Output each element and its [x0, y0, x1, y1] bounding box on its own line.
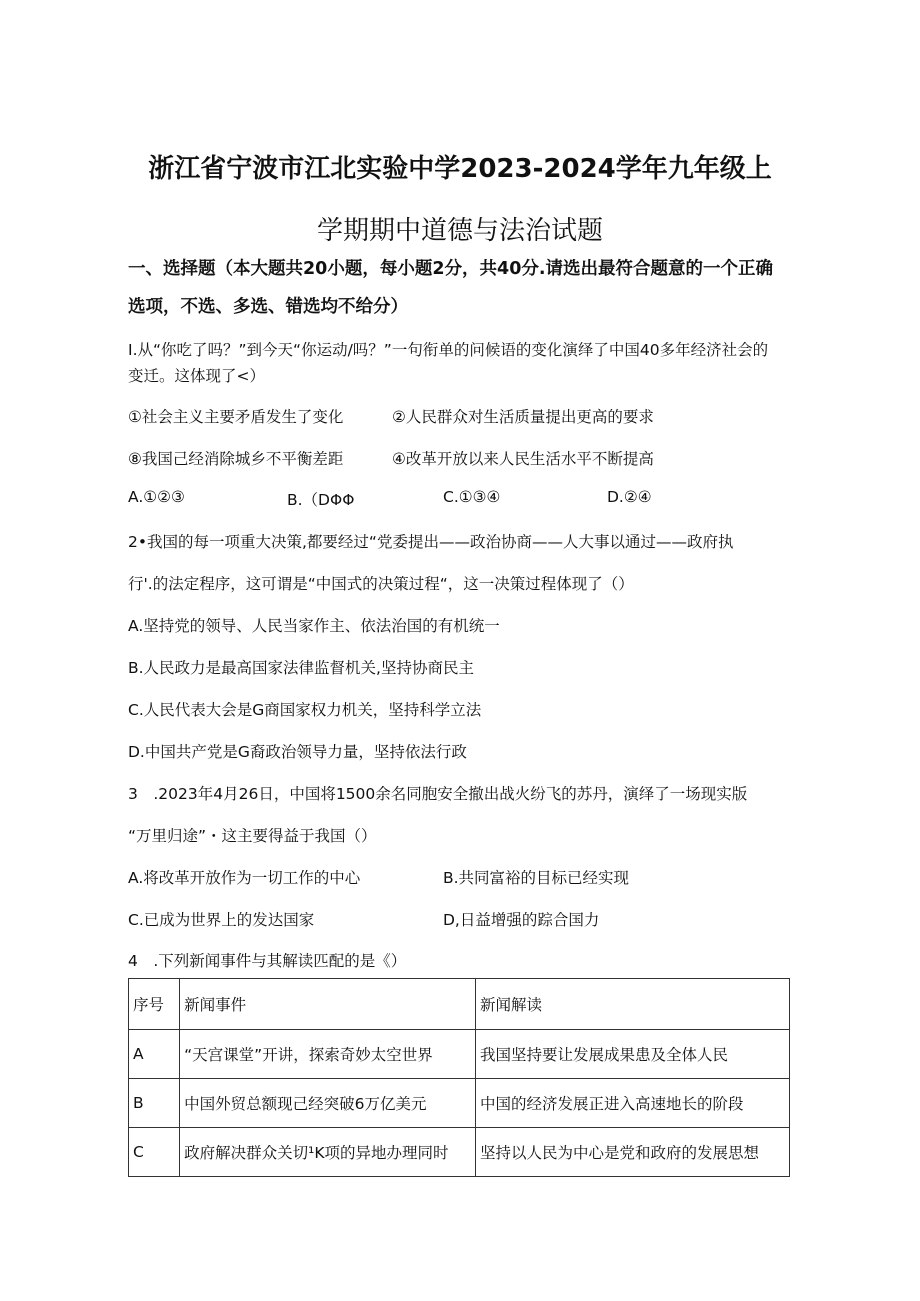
q1-item-4: ④改革开放以来人民生活水平不断提高: [392, 450, 654, 468]
document-title-line2: 学期期中道德与法治试题: [316, 216, 603, 246]
table-cell: 政府解决群众关切¹K项的异地办理同时: [180, 1128, 476, 1177]
table-cell: B: [129, 1079, 180, 1128]
q1-item-1: ①社会主义主要矛盾发生了变化: [128, 408, 344, 426]
q1-option-a: A.①②③: [128, 488, 185, 506]
section-heading: [128, 250, 808, 326]
q2-stem-line2: 行'.的法定程序，这可谓是“中国式的决策过程“，这一决策过程体现了（）: [128, 575, 634, 593]
table-header-row: [129, 979, 790, 1030]
q1-stem-line1: I.从“你吃了吗？”到今天“你运动/吗？”一句衔单的问候语的变化演绎了中国40多年经济社会的: [128, 341, 769, 359]
q3-option-c: C.已成为世界上的发达国家: [128, 911, 315, 929]
q1-option-c: C.①③④: [443, 488, 501, 506]
q3-option-b: B.共同富裕的目标已经实现: [443, 869, 630, 887]
table-header-cell: 新闻解读: [476, 979, 790, 1030]
table-row: [129, 1030, 790, 1079]
news-table: [128, 978, 790, 1177]
q2-option-c: C.人民代表大会是G商国家权力机关，坚持科学立法: [128, 701, 482, 719]
table-cell: 中国的经济发展正进入高速地长的阶段: [476, 1079, 790, 1128]
table-header-cell: 新闻事件: [180, 979, 476, 1030]
table-cell: A: [129, 1030, 180, 1079]
section-heading-line1: 一、选择题（本大题共20小题，每小题2分，共40分.请选出最符合题意的一个正确: [128, 259, 774, 279]
table-row: [129, 1128, 790, 1177]
q3-stem-line2: “万里归途”・这主要得益于我国（）: [128, 827, 377, 845]
table-cell: 坚持以人民为中心是党和政府的发展思想: [476, 1128, 790, 1177]
table-row: [129, 1079, 790, 1128]
q2-stem-line1: 2•我国的每一项重大决策,都要经过“党委提出——政治协商——人大事以通过——政府执: [128, 533, 734, 551]
q1-stem-line2: 变迁。这体现了<）: [128, 367, 265, 385]
document-title-line1: 浙江省宁波市江北实验中学2023-2024学年九年级上: [148, 154, 772, 184]
q3-stem-line1: 3 .2023年4月26日，中国将1500余名同胞安全撤出战火纷飞的苏丹，演绎了一场现实版: [128, 785, 748, 803]
table-header-cell: 序号: [129, 979, 180, 1030]
q1-item-2: ②人民群众对生活质量提出更高的要求: [392, 408, 654, 426]
table-cell: C: [129, 1128, 180, 1177]
table-cell: “天宫课堂”开讲，探索奇妙太空世界: [180, 1030, 476, 1079]
q1-option-b: B.（DΦΦ: [287, 491, 355, 509]
table-cell: 中国外贸总额现己经突破6万亿美元: [180, 1079, 476, 1128]
q1-item-3: ⑧我国己经消除城乡不平衡差距: [128, 450, 344, 468]
q3-option-d: D,日益增强的踪合国力: [443, 911, 600, 929]
q3-option-a: A.将改革开放作为一切工作的中心: [128, 869, 361, 887]
q1-option-d: D.②④: [607, 488, 652, 506]
q2-option-d: D.中国共产党是G裔政治领导力量，坚持依法行政: [128, 743, 467, 761]
q2-option-a: A.坚持党的领导、人民当家作主、依法治国的有机统一: [128, 617, 500, 635]
table-cell: 我国坚持要让发展成果患及全体人民: [476, 1030, 790, 1079]
q4-stem: 4 .下列新闻事件与其解读匹配的是《）: [128, 952, 407, 970]
q2-option-b: B.人民政力是最高国家法律监督机关,坚持协商民主: [128, 659, 474, 677]
section-heading-line2: 选项，不选、多选、错选均不给分）: [128, 297, 408, 317]
